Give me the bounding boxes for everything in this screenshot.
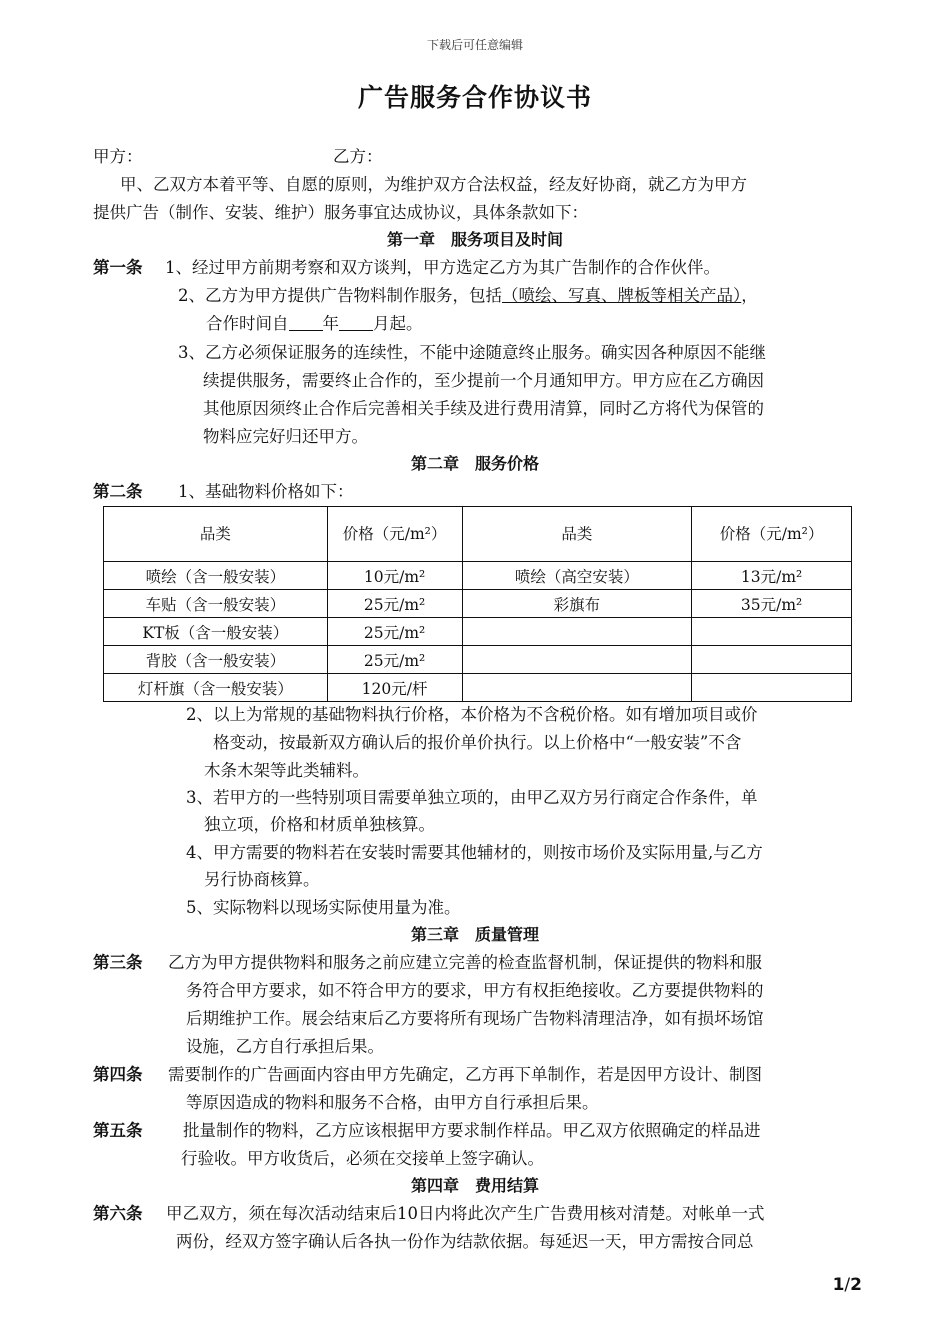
article-item: 物料应完好归还甲方。 [203,427,368,446]
article-text: 两份，经双方签字确认后各执一份作为结款依据。每延迟一天，甲方需按合同总 [176,1232,754,1251]
article-label: 第六条 [93,1204,143,1223]
table-header-row [104,507,852,562]
table-cell [692,674,852,702]
table-cell: 13元/m² [692,562,852,590]
table-row [104,646,852,674]
cooperation-period [206,313,423,335]
item-text: ， [741,286,758,305]
table-cell: 灯杆旗（含一般安装） [104,674,328,702]
item-text: 年 [322,314,339,333]
table-cell: 25元/m² [327,618,462,646]
article-text: 设施，乙方自行承担后果。 [186,1037,384,1056]
article-text: 等原因造成的物料和服务不合格，由甲方自行承担后果。 [186,1093,599,1112]
item-text: 2、乙方为甲方提供广告物料制作服务，包括 [178,286,502,305]
article-item: 独立项，价格和材质单独核算。 [204,815,435,834]
intro-line-2: 提供广告（制作、安装、维护）服务事宜达成协议，具体条款如下： [93,203,588,222]
table-cell: 车贴（含一般安装） [104,590,328,618]
page-current: 1 [832,1275,845,1295]
chapter-name: 服务价格 [475,454,540,473]
table-cell [462,646,692,674]
price-table [103,506,852,702]
chapter-name: 服务项目及时间 [451,230,564,249]
page-number [833,1275,862,1295]
table-cell: 背胶（含一般安装） [104,646,328,674]
article-item: 5、实际物料以现场实际使用量为准。 [186,898,461,917]
chapter-number: 第四章 [410,1176,459,1195]
party-b-label: 乙方： [333,147,383,166]
article-item: 格变动，按最新双方确认后的报价单价执行。以上价格中“一般安装”不含 [213,733,742,752]
chapter-number: 第一章 [386,230,435,249]
article-item: 续提供服务，需要终止合作的，至少提前一个月通知甲方。甲方应在乙方确因 [203,371,764,390]
article-label: 第五条 [93,1121,143,1140]
page-total: 2 [850,1275,862,1295]
chapter-heading [0,453,950,475]
article-item: 另行协商核算。 [204,870,320,889]
chapter-name: 费用结算 [475,1176,540,1195]
article-label: 第二条 [93,482,143,501]
chapter-number: 第三章 [410,925,459,944]
table-cell [692,618,852,646]
chapter-number: 第二章 [410,454,459,473]
table-cell: 120元/杆 [327,674,462,702]
article-label: 第四条 [93,1065,143,1084]
chapter-name: 质量管理 [475,925,540,944]
article-item: 4、甲方需要的物料若在安装时需要其他辅材的，则按市场价及实际用量,与乙方 [186,843,763,862]
table-row [104,618,852,646]
article-text: 行验收。甲方收货后，必须在交接单上签字确认。 [181,1149,544,1168]
item-text: 合作时间自 [206,314,289,333]
item-text: 月起。 [373,314,423,333]
article-item [178,285,758,307]
table-row [104,590,852,618]
document-title: 广告服务合作协议书 [357,83,592,112]
table-row [104,562,852,590]
table-cell: 25元/m² [327,590,462,618]
intro-line-1: 甲、乙双方本着平等、自愿的原则，为维护双方合法权益，经友好协商，就乙方为甲方 [120,175,747,194]
article-text: 甲乙双方，须在每次活动结束后10日内将此次产生广告费用核对清楚。对帐单一式 [166,1204,765,1223]
article-item: 3、若甲方的一些特别项目需要单独立项的，由甲乙双方另行商定合作条件，单 [186,788,758,807]
chapter-heading [0,1175,950,1197]
table-cell [462,618,692,646]
underlined-products: （喷绘、写真、牌板等相关产品） [502,286,742,305]
table-cell: KT板（含一般安装） [104,618,328,646]
table-cell: 喷绘（高空安装） [462,562,692,590]
article-label: 第三条 [93,953,143,972]
table-cell [462,674,692,702]
year-blank [289,314,323,331]
table-cell: 10元/m² [327,562,462,590]
article-item: 2、以上为常规的基础物料执行价格，本价格为不含税价格。如有增加项目或价 [186,705,758,724]
table-header: 品类 [462,507,692,562]
article-text: 乙方为甲方提供物料和服务之前应建立完善的检查监督机制，保证提供的物料和服 [168,953,762,972]
article-item: 1、经过甲方前期考察和双方谈判，甲方选定乙方为其广告制作的合作伙伴。 [165,258,720,277]
chapter-heading [0,924,950,946]
article-item: 1、基础物料价格如下： [178,482,354,501]
article-item: 3、乙方必须保证服务的连续性，不能中途随意终止服务。确实因各种原因不能继 [178,343,766,362]
article-text: 后期维护工作。展会结束后乙方要将所有现场广告物料清理洁净，如有损坏场馆 [186,1009,764,1028]
chapter-heading [0,229,950,251]
article-text: 批量制作的物料，乙方应该根据甲方要求制作样品。甲乙双方依照确定的样品进 [183,1121,761,1140]
month-blank [339,314,373,331]
header-note: 下载后可任意编辑 [426,38,523,52]
article-text: 需要制作的广告画面内容由甲方先确定，乙方再下单制作，若是因甲方设计、制图 [168,1065,762,1084]
table-cell: 彩旗布 [462,590,692,618]
table-header: 品类 [104,507,328,562]
article-text: 务符合甲方要求，如不符合甲方的要求，甲方有权拒绝接收。乙方要提供物料的 [186,981,764,1000]
page-separator: / [844,1275,851,1295]
table-header: 价格（元/m²） [327,507,462,562]
table-cell: 喷绘（含一般安装） [104,562,328,590]
table-cell: 35元/m² [692,590,852,618]
article-label: 第一条 [93,258,143,277]
party-a-label: 甲方： [93,147,143,166]
table-header: 价格（元/m²） [692,507,852,562]
table-row [104,674,852,702]
article-item: 木条木架等此类辅料。 [204,761,369,780]
article-item: 其他原因须终止合作后完善相关手续及进行费用清算，同时乙方将代为保管的 [203,399,764,418]
table-cell [692,646,852,674]
table-cell: 25元/m² [327,646,462,674]
